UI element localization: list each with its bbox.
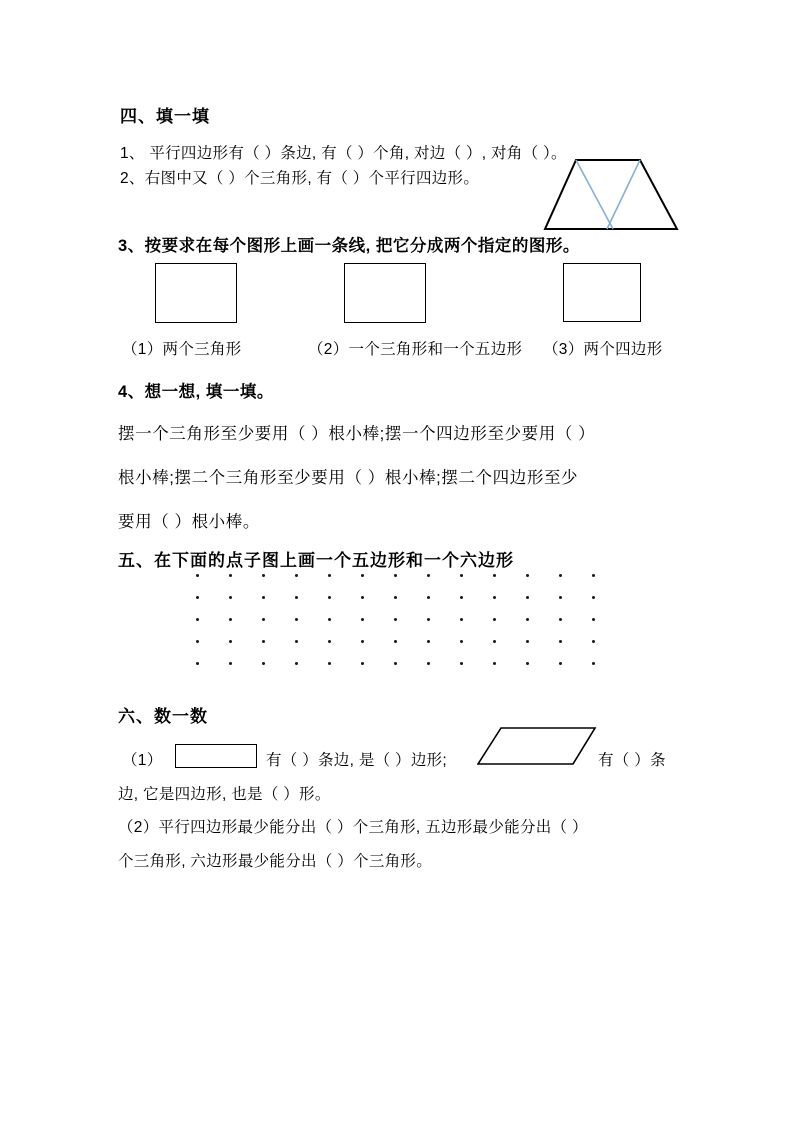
- section6-q1-label: （1）: [122, 752, 163, 769]
- count-parallelogram-figure: [477, 727, 597, 765]
- grid-dot: [559, 618, 562, 621]
- section6-title: 六、数一数: [118, 707, 208, 726]
- grid-dot: [229, 640, 232, 643]
- count-rectangle-figure: [175, 744, 257, 768]
- rect-caption-1: （1）两个三角形: [122, 341, 242, 358]
- grid-dot: [526, 662, 529, 665]
- trapezoid-figure: [543, 158, 679, 232]
- grid-dot: [493, 574, 496, 577]
- grid-dot: [295, 574, 298, 577]
- grid-dot: [559, 640, 562, 643]
- dot-row: [196, 596, 595, 599]
- grid-dot: [328, 596, 331, 599]
- section4-question3-title: 3、按要求在每个图形上画一条线, 把它分成两个指定的图形。: [118, 237, 580, 255]
- grid-dot: [262, 596, 265, 599]
- grid-dot: [361, 640, 364, 643]
- section6-q1-after-rect: 有（ ）条边, 是（ ）边形;: [266, 752, 448, 769]
- grid-dot: [493, 618, 496, 621]
- grid-dot: [526, 596, 529, 599]
- grid-dot: [361, 574, 364, 577]
- grid-dot: [460, 574, 463, 577]
- grid-dot: [592, 574, 595, 577]
- grid-dot: [229, 618, 232, 621]
- grid-dot: [394, 618, 397, 621]
- dot-row: [196, 640, 595, 643]
- grid-dot: [295, 662, 298, 665]
- grid-dot: [196, 640, 199, 643]
- grid-dot: [295, 618, 298, 621]
- section5-title: 五、在下面的点子图上画一个五边形和一个六边形: [118, 551, 514, 570]
- grid-dot: [229, 596, 232, 599]
- grid-dot: [559, 596, 562, 599]
- draw-rectangle-1: [155, 263, 237, 323]
- dot-grid: [196, 574, 595, 665]
- grid-dot: [460, 662, 463, 665]
- grid-dot: [328, 640, 331, 643]
- grid-dot: [295, 640, 298, 643]
- grid-dot: [361, 662, 364, 665]
- grid-dot: [262, 662, 265, 665]
- grid-dot: [196, 662, 199, 665]
- grid-dot: [493, 640, 496, 643]
- draw-rectangle-3: [563, 263, 641, 322]
- rect-caption-3: （3）两个四边形: [543, 341, 663, 358]
- grid-dot: [592, 618, 595, 621]
- section4-question1: 1、 平行四边形有（ ）条边, 有（ ）个角, 对边（ ）, 对角（ ）。: [120, 145, 567, 162]
- grid-dot: [229, 574, 232, 577]
- grid-dot: [196, 574, 199, 577]
- grid-dot: [526, 640, 529, 643]
- grid-dot: [427, 640, 430, 643]
- grid-dot: [427, 574, 430, 577]
- grid-dot: [328, 574, 331, 577]
- grid-dot: [592, 596, 595, 599]
- grid-dot: [361, 618, 364, 621]
- grid-dot: [460, 618, 463, 621]
- grid-dot: [592, 662, 595, 665]
- section4-question4-title: 4、想一想, 填一填。: [118, 383, 274, 401]
- grid-dot: [295, 596, 298, 599]
- grid-dot: [526, 574, 529, 577]
- section4-title: 四、填一填: [120, 107, 210, 126]
- triangle-divider-left-icon: [576, 160, 613, 229]
- dot-row: [196, 618, 595, 621]
- question4-line2: 根小棒;摆二个三角形至少要用（ ）根小棒;摆二个四边形至少: [118, 469, 579, 487]
- trapezoid-outline: [545, 160, 677, 229]
- grid-dot: [427, 662, 430, 665]
- grid-dot: [328, 618, 331, 621]
- grid-dot: [394, 662, 397, 665]
- grid-dot: [361, 596, 364, 599]
- grid-dot: [460, 640, 463, 643]
- section4-question2: 2、右图中又（ ）个三角形, 有（ ）个平行四边形。: [120, 170, 480, 187]
- triangle-divider-right-icon: [607, 160, 640, 229]
- grid-dot: [427, 618, 430, 621]
- dot-row: [196, 662, 595, 665]
- grid-dot: [493, 596, 496, 599]
- section6-q1-line2: 边, 它是四边形, 也是（ ）形。: [118, 786, 331, 803]
- grid-dot: [427, 596, 430, 599]
- grid-dot: [328, 662, 331, 665]
- grid-dot: [559, 662, 562, 665]
- section6-q2-line1: （2）平行四边形最少能分出（ ）个三角形, 五边形最少能分出（ ）: [118, 819, 588, 836]
- rect-caption-2: （2）一个三角形和一个五边形: [308, 341, 523, 358]
- grid-dot: [592, 640, 595, 643]
- grid-dot: [229, 662, 232, 665]
- question4-line1: 摆一个三角形至少要用（ ）根小棒;摆一个四边形至少要用（ ）: [118, 425, 596, 443]
- grid-dot: [394, 596, 397, 599]
- parallelogram-outline: [478, 728, 595, 764]
- grid-dot: [394, 640, 397, 643]
- grid-dot: [394, 574, 397, 577]
- grid-dot: [493, 662, 496, 665]
- grid-dot: [196, 618, 199, 621]
- section6-q2-line2: 个三角形, 六边形最少能分出（ ）个三角形。: [118, 853, 433, 870]
- section6-q1-after-parallelogram: 有（ ）条: [598, 752, 666, 769]
- grid-dot: [460, 596, 463, 599]
- dot-row: [196, 574, 595, 577]
- grid-dot: [559, 574, 562, 577]
- grid-dot: [262, 574, 265, 577]
- draw-rectangle-2: [344, 263, 426, 323]
- grid-dot: [526, 618, 529, 621]
- grid-dot: [262, 640, 265, 643]
- grid-dot: [196, 596, 199, 599]
- grid-dot: [262, 618, 265, 621]
- question4-line3: 要用（ ）根小棒。: [118, 513, 260, 531]
